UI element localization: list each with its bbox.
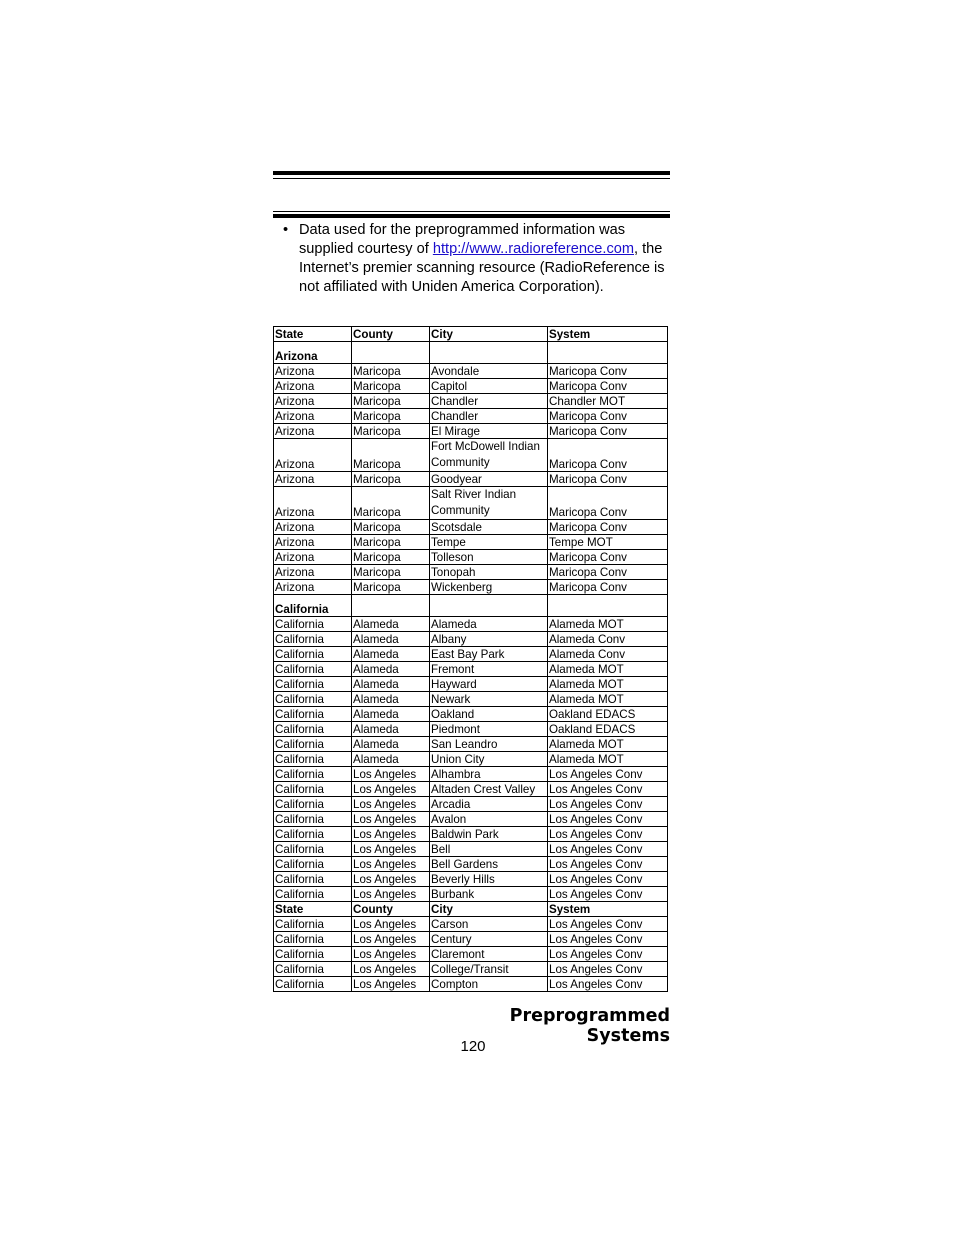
header-state: State: [274, 327, 352, 342]
city-cell: Tempe: [430, 535, 548, 550]
state-cell: California: [274, 617, 352, 632]
table-row: [274, 580, 668, 595]
county-cell: Los Angeles: [352, 932, 430, 947]
table-header-row: [274, 902, 668, 917]
county-cell: County: [352, 902, 430, 917]
table-row: [274, 722, 668, 737]
section-rule-thick: [273, 214, 670, 218]
state-group-row: [274, 595, 668, 617]
state-cell: California: [274, 887, 352, 902]
header-system: System: [548, 327, 668, 342]
city-cell-text: Salt River Indian Community: [431, 488, 517, 517]
city-cell: Tolleson: [430, 550, 548, 565]
city-cell: Scotsdale: [430, 520, 548, 535]
state-cell: Arizona: [274, 409, 352, 424]
county-cell: Maricopa: [352, 580, 430, 595]
city-cell: Avondale: [430, 364, 548, 379]
city-cell: Bell: [430, 842, 548, 857]
system-cell: Alameda MOT: [548, 677, 668, 692]
table-row: [274, 520, 668, 535]
system-cell: Los Angeles Conv: [548, 782, 668, 797]
system-cell: Los Angeles Conv: [548, 872, 668, 887]
state-cell: California: [274, 947, 352, 962]
city-cell: El Mirage: [430, 424, 548, 439]
table-row: [274, 647, 668, 662]
county-cell: Maricopa: [352, 565, 430, 580]
system-cell: Maricopa Conv: [548, 487, 668, 520]
table-row: [274, 379, 668, 394]
system-cell: Los Angeles Conv: [548, 842, 668, 857]
system-cell: Oakland EDACS: [548, 707, 668, 722]
note-text-before: Data used for the preprogrammed information was supplied courtesy of: [299, 222, 626, 257]
city-cell: Albany: [430, 632, 548, 647]
county-cell: Los Angeles: [352, 887, 430, 902]
city-cell: [430, 439, 548, 472]
city-cell: Baldwin Park: [430, 827, 548, 842]
state-cell: California: [274, 767, 352, 782]
state-cell: California: [274, 752, 352, 767]
table-row: [274, 487, 668, 520]
county-cell: Maricopa: [352, 364, 430, 379]
table-row: [274, 767, 668, 782]
county-cell: Alameda: [352, 662, 430, 677]
city-cell: Alameda: [430, 617, 548, 632]
state-cell: California: [274, 692, 352, 707]
system-cell: Los Angeles Conv: [548, 797, 668, 812]
county-cell: Los Angeles: [352, 917, 430, 932]
city-cell: Piedmont: [430, 722, 548, 737]
table-row: [274, 364, 668, 379]
city-cell: Fremont: [430, 662, 548, 677]
table-row: [274, 707, 668, 722]
header-county: County: [352, 327, 430, 342]
city-cell: Alhambra: [430, 767, 548, 782]
county-cell: Maricopa: [352, 424, 430, 439]
state-cell: Arizona: [274, 424, 352, 439]
state-cell: California: [274, 662, 352, 677]
state-cell: California: [274, 812, 352, 827]
system-cell: Los Angeles Conv: [548, 917, 668, 932]
table-row: [274, 782, 668, 797]
system-cell: Los Angeles Conv: [548, 767, 668, 782]
note-text-after: , the Internet’s premier scanning resource (RadioReference is not affiliated with Uniden America Corporation).: [299, 241, 665, 295]
system-cell: Los Angeles Conv: [548, 977, 668, 992]
top-rule-thick: [273, 171, 670, 175]
city-cell: Bell Gardens: [430, 857, 548, 872]
state-cell: Arizona: [274, 565, 352, 580]
city-cell: East Bay Park: [430, 647, 548, 662]
table-row: [274, 617, 668, 632]
city-cell: Altaden Crest Valley: [430, 782, 548, 797]
table-row: [274, 409, 668, 424]
state-cell: Arizona: [274, 394, 352, 409]
county-cell: Alameda: [352, 722, 430, 737]
preprogrammed-systems-table: [273, 326, 668, 992]
state-cell: Arizona: [274, 550, 352, 565]
system-cell: Alameda MOT: [548, 692, 668, 707]
header-city: City: [430, 327, 548, 342]
table-row: [274, 737, 668, 752]
system-cell: Maricopa Conv: [548, 409, 668, 424]
table-row: [274, 842, 668, 857]
county-cell: Alameda: [352, 707, 430, 722]
state-cell: California: [274, 827, 352, 842]
data-source-note: [283, 221, 673, 297]
county-cell: Maricopa: [352, 379, 430, 394]
city-cell: [430, 342, 548, 364]
table-row: [274, 565, 668, 580]
page-number: 120: [460, 1038, 486, 1055]
system-cell: System: [548, 902, 668, 917]
state-cell: California: [274, 962, 352, 977]
table-row: [274, 887, 668, 902]
state-cell: Arizona: [274, 487, 352, 520]
section-rule-thin: [273, 211, 670, 212]
city-cell: College/Transit: [430, 962, 548, 977]
state-cell: California: [274, 842, 352, 857]
county-cell: Los Angeles: [352, 947, 430, 962]
table-row: [274, 535, 668, 550]
county-cell: Alameda: [352, 647, 430, 662]
county-cell: [352, 595, 430, 617]
city-cell: Compton: [430, 977, 548, 992]
table-row: [274, 917, 668, 932]
state-cell: California: [274, 707, 352, 722]
county-cell: Los Angeles: [352, 782, 430, 797]
system-cell: Maricopa Conv: [548, 580, 668, 595]
table-row: [274, 394, 668, 409]
county-cell: Maricopa: [352, 409, 430, 424]
state-cell: California: [274, 977, 352, 992]
system-cell: Maricopa Conv: [548, 520, 668, 535]
state-cell: Arizona: [274, 342, 352, 364]
system-cell: [548, 595, 668, 617]
state-cell: Arizona: [274, 439, 352, 472]
county-cell: Maricopa: [352, 472, 430, 487]
state-cell: Arizona: [274, 535, 352, 550]
system-cell: Maricopa Conv: [548, 379, 668, 394]
system-cell: Alameda MOT: [548, 737, 668, 752]
city-cell: Arcadia: [430, 797, 548, 812]
table-row: [274, 424, 668, 439]
state-cell: California: [274, 722, 352, 737]
state-cell: California: [274, 857, 352, 872]
city-cell: San Leandro: [430, 737, 548, 752]
table-row: [274, 662, 668, 677]
system-cell: Maricopa Conv: [548, 439, 668, 472]
table-row: [274, 962, 668, 977]
city-cell: Capitol: [430, 379, 548, 394]
system-cell: Los Angeles Conv: [548, 827, 668, 842]
table-row: [274, 977, 668, 992]
table-row: [274, 857, 668, 872]
county-cell: Los Angeles: [352, 842, 430, 857]
table-row: [274, 632, 668, 647]
county-cell: Alameda: [352, 632, 430, 647]
system-cell: Oakland EDACS: [548, 722, 668, 737]
state-cell: California: [274, 737, 352, 752]
system-cell: Alameda MOT: [548, 662, 668, 677]
table-row: [274, 752, 668, 767]
system-cell: Maricopa Conv: [548, 364, 668, 379]
table-row: [274, 827, 668, 842]
system-cell: Los Angeles Conv: [548, 812, 668, 827]
city-cell: City: [430, 902, 548, 917]
table-body: [274, 342, 668, 992]
county-cell: Los Angeles: [352, 797, 430, 812]
state-cell: California: [274, 932, 352, 947]
system-cell: Tempe MOT: [548, 535, 668, 550]
city-cell: Beverly Hills: [430, 872, 548, 887]
county-cell: Maricopa: [352, 520, 430, 535]
state-cell: Arizona: [274, 364, 352, 379]
note-text: [299, 221, 673, 297]
state-cell: California: [274, 782, 352, 797]
county-cell: Los Angeles: [352, 827, 430, 842]
table-row: [274, 550, 668, 565]
state-cell: State: [274, 902, 352, 917]
county-cell: Los Angeles: [352, 767, 430, 782]
table-row: [274, 472, 668, 487]
system-cell: Maricopa Conv: [548, 472, 668, 487]
bullet: •: [283, 222, 289, 238]
county-cell: Alameda: [352, 692, 430, 707]
state-cell: California: [274, 872, 352, 887]
state-cell: California: [274, 797, 352, 812]
state-cell: California: [274, 677, 352, 692]
state-cell: Arizona: [274, 472, 352, 487]
county-cell: Maricopa: [352, 394, 430, 409]
radioreference-link[interactable]: http://www..radioreference.com: [432, 241, 635, 257]
county-cell: Maricopa: [352, 439, 430, 472]
city-cell: Tonopah: [430, 565, 548, 580]
county-cell: Los Angeles: [352, 977, 430, 992]
county-cell: [352, 342, 430, 364]
system-cell: Alameda MOT: [548, 617, 668, 632]
system-cell: Los Angeles Conv: [548, 857, 668, 872]
table-row: [274, 947, 668, 962]
section-title: Preprogrammed Systems: [509, 1006, 670, 1046]
county-cell: Maricopa: [352, 535, 430, 550]
city-cell: Carson: [430, 917, 548, 932]
city-cell: Avalon: [430, 812, 548, 827]
city-cell: Oakland: [430, 707, 548, 722]
state-cell: California: [274, 917, 352, 932]
table-row: [274, 692, 668, 707]
county-cell: Los Angeles: [352, 857, 430, 872]
state-cell: Arizona: [274, 580, 352, 595]
city-cell: Union City: [430, 752, 548, 767]
system-cell: Maricopa Conv: [548, 565, 668, 580]
city-cell: Claremont: [430, 947, 548, 962]
state-cell: California: [274, 647, 352, 662]
county-cell: Maricopa: [352, 550, 430, 565]
top-rule-thin: [273, 178, 670, 179]
state-cell: California: [274, 595, 352, 617]
city-cell: Chandler: [430, 394, 548, 409]
state-group-row: [274, 342, 668, 364]
system-cell: Los Angeles Conv: [548, 887, 668, 902]
city-cell: Century: [430, 932, 548, 947]
city-cell: [430, 487, 548, 520]
table-row: [274, 797, 668, 812]
county-cell: Los Angeles: [352, 812, 430, 827]
county-cell: Los Angeles: [352, 962, 430, 977]
state-cell: Arizona: [274, 379, 352, 394]
system-cell: Los Angeles Conv: [548, 932, 668, 947]
county-cell: Los Angeles: [352, 872, 430, 887]
system-cell: [548, 342, 668, 364]
system-cell: Maricopa Conv: [548, 550, 668, 565]
state-cell: Arizona: [274, 520, 352, 535]
table-row: [274, 439, 668, 472]
table-row: [274, 812, 668, 827]
system-cell: Los Angeles Conv: [548, 947, 668, 962]
table-row: [274, 677, 668, 692]
county-cell: Alameda: [352, 752, 430, 767]
city-cell: [430, 595, 548, 617]
table-header-row: [274, 327, 668, 342]
system-cell: Alameda Conv: [548, 647, 668, 662]
county-cell: Alameda: [352, 677, 430, 692]
system-cell: Chandler MOT: [548, 394, 668, 409]
county-cell: Alameda: [352, 737, 430, 752]
city-cell: Goodyear: [430, 472, 548, 487]
table-row: [274, 932, 668, 947]
city-cell: Hayward: [430, 677, 548, 692]
county-cell: Alameda: [352, 617, 430, 632]
city-cell: Wickenberg: [430, 580, 548, 595]
system-cell: Los Angeles Conv: [548, 962, 668, 977]
county-cell: Maricopa: [352, 487, 430, 520]
system-cell: Alameda Conv: [548, 632, 668, 647]
city-cell-text: Fort McDowell Indian Community: [431, 440, 540, 469]
table-row: [274, 872, 668, 887]
city-cell: Chandler: [430, 409, 548, 424]
system-cell: Maricopa Conv: [548, 424, 668, 439]
system-cell: Alameda MOT: [548, 752, 668, 767]
state-cell: California: [274, 632, 352, 647]
city-cell: Burbank: [430, 887, 548, 902]
city-cell: Newark: [430, 692, 548, 707]
